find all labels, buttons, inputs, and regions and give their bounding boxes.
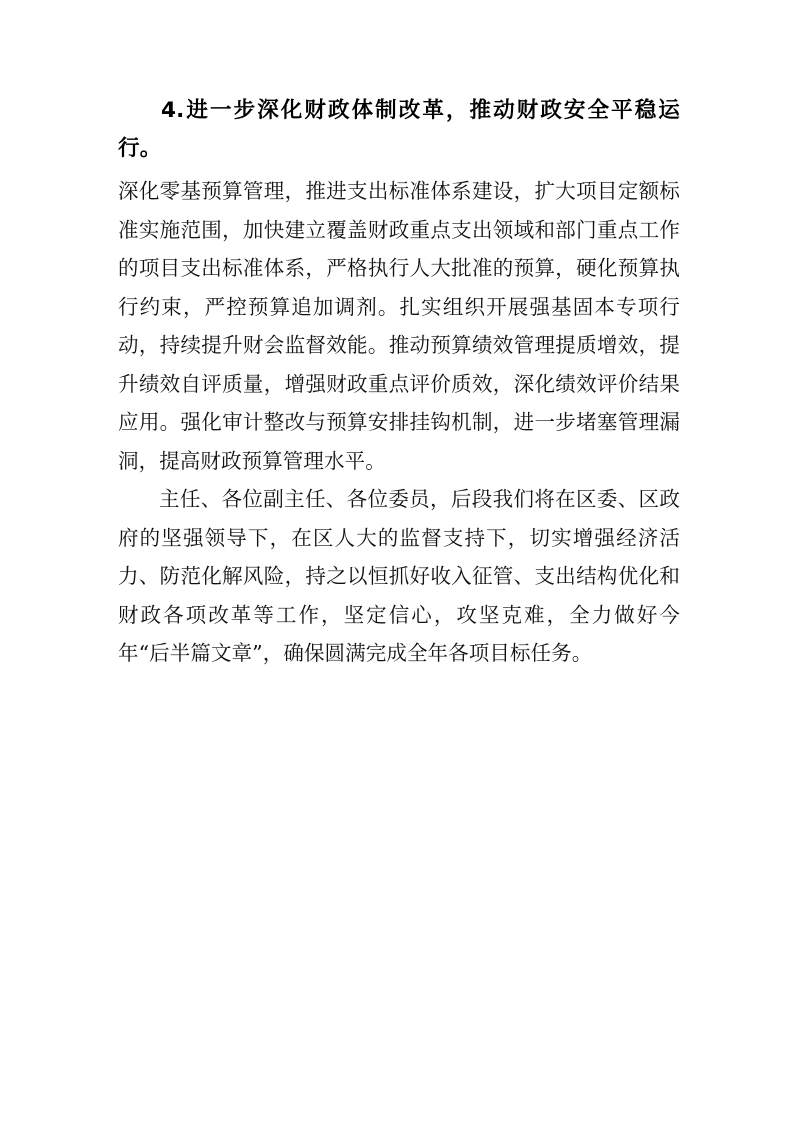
paragraph-1: 深化零基预算管理，推进支出标准体系建设，扩大项目定额标准实施范围，加快建立覆盖财政重点支出领域和部门重点工作的项目支出标准体系，严格执行人大批准的预算，硬化预算执行约束，严控预算追加调剂。扎实组织开展强基固本专项行动，持续提升财会监督效能。推动预算绩效管理提质增效，提升绩效自评质量，增强财政重点评价质效，深化绩效评价结果应用。强化审计整改与预算安排挂钩机制，进一步堵塞管理漏洞，提高财政预算管理水平。 [118, 179, 680, 473]
section-heading: 4.进一步深化财政体制改革，推动财政安全平稳运行。 [118, 98, 680, 161]
paragraph-2: 主任、各位副主任、各位委员，后段我们将在区委、区政府的坚强领导下，在区人大的监督支持下，切实增强经济活力、防范化解风险，持之以恒抓好收入征管、支出结构优化和财政各项改革等工作，坚定信心，攻坚克难，全力做好今年“后半篇文章”，确保圆满完成全年各项目标任务。 [118, 487, 680, 665]
document-body [118, 92, 680, 673]
